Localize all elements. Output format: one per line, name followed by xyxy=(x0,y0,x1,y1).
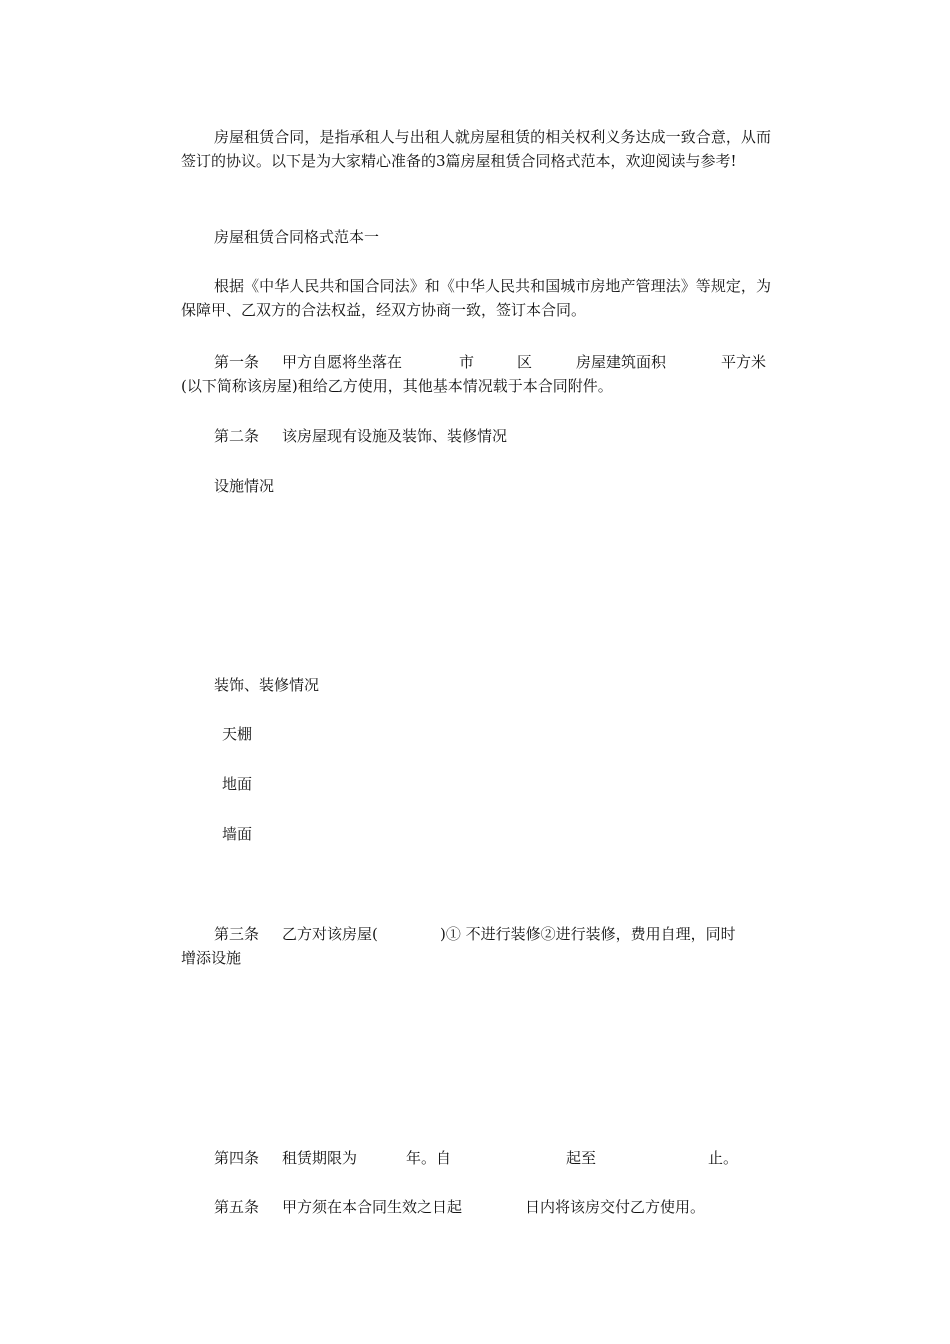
article-4-text-c: 起至 xyxy=(566,1149,597,1167)
decoration-item-ceiling: 天棚 xyxy=(222,725,253,743)
article-5-text-a: 甲方须在本合同生效之日起 xyxy=(282,1198,463,1216)
article-5-text-b: 日内将该房交付乙方使用。 xyxy=(525,1198,706,1216)
article-5-label: 第五条 xyxy=(214,1198,260,1216)
article-3-text-b: )① 不进行装修②进行装修，费用自理，同时 xyxy=(440,925,736,943)
article-4-text-b: 年。自 xyxy=(406,1149,452,1167)
facilities-heading: 设施情况 xyxy=(214,477,275,495)
article-2-text: 该房屋现有设施及装饰、装修情况 xyxy=(282,427,508,445)
article-1-text-d: 房屋建筑面积 xyxy=(576,353,667,371)
article-1-text-e: 平方米 xyxy=(721,353,767,371)
intro-paragraph: 房屋租赁合同，是指承租人与出租人就房屋租赁的相关权利义务达成一致合意，从而签订的协议。以下是为大家精心准备的3篇房屋租赁合同格式范本，欢迎阅读与参考! xyxy=(181,128,771,170)
decoration-item-floor: 地面 xyxy=(222,775,253,793)
article-1-text-c: 区 xyxy=(517,353,533,371)
article-3-label: 第三条 xyxy=(214,925,260,943)
section-title: 房屋租赁合同格式范本一 xyxy=(214,228,380,246)
article-4-text-a: 租赁期限为 xyxy=(282,1149,358,1167)
article-1-text-b: 市 xyxy=(459,353,475,371)
article-4-label: 第四条 xyxy=(214,1149,260,1167)
article-1-text-a: 甲方自愿将坐落在 xyxy=(282,353,403,371)
preamble-paragraph: 根据《中华人民共和国合同法》和《中华人民共和国城市房地产管理法》等规定，为保障甲、乙双方的合法权益，经双方协商一致，签订本合同。 xyxy=(181,277,771,319)
article-3-text-a: 乙方对该房屋( xyxy=(282,925,378,943)
article-1-label: 第一条 xyxy=(214,353,260,371)
decoration-item-wall: 墙面 xyxy=(222,825,253,843)
article-2-label: 第二条 xyxy=(214,427,260,445)
decoration-heading: 装饰、装修情况 xyxy=(214,676,320,694)
article-3-line-2: 增添设施 xyxy=(181,949,242,967)
article-4-text-d: 止。 xyxy=(708,1149,739,1167)
article-1-line-2: (以下简称该房屋)租给乙方使用，其他基本情况载于本合同附件。 xyxy=(181,377,613,395)
